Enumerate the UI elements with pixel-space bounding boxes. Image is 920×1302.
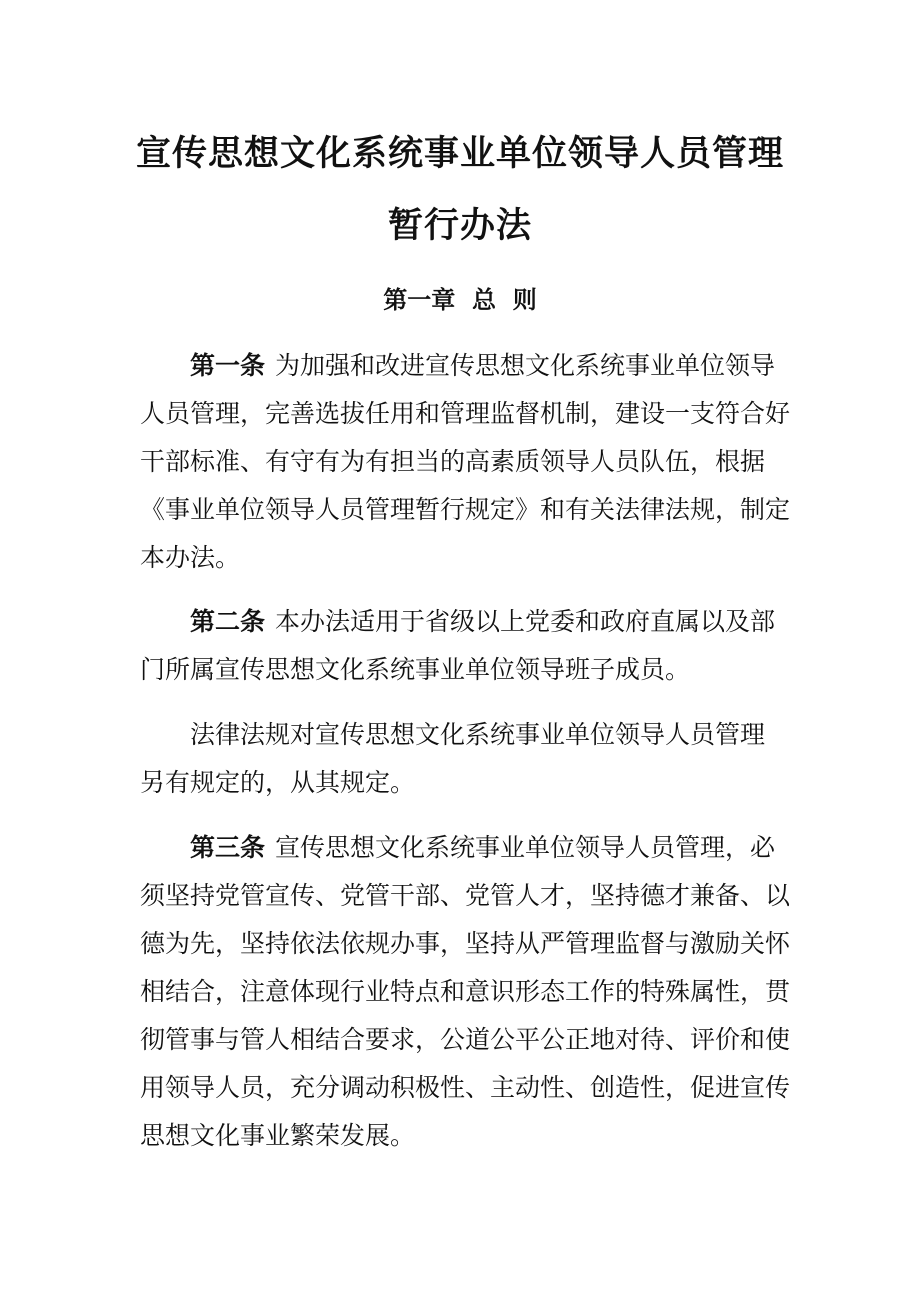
article-3 <box>140 824 790 1160</box>
article-3-line-2: 须坚持党管宣传、党管干部、党管人才，坚持德才兼备、以 <box>140 881 791 910</box>
article-1-line-4: 《事业单位领导人员管理暂行规定》和有关法律法规，制定 <box>140 495 791 524</box>
article-3-line-4: 相结合，注意体现行业特点和意识形态工作的特殊属性，贯 <box>140 977 791 1006</box>
article-2-line-1 <box>140 598 790 646</box>
article-3-line-6: 用领导人员，充分调动积极性、主动性、创造性，促进宣传 <box>140 1073 791 1102</box>
article-3-label: 第三条 <box>190 833 266 862</box>
article-3-text-1: 宣传思想文化系统事业单位领导人员管理，必 <box>275 833 776 862</box>
article-2 <box>140 598 790 694</box>
article-1-line-2: 人员管理，完善选拔任用和管理监督机制，建设一支符合好 <box>140 399 791 428</box>
article-1 <box>140 342 790 582</box>
article-2-text-1: 本办法适用于省级以上党委和政府直属以及部 <box>275 607 776 636</box>
chapter-heading: 第一章 总 则 <box>383 286 537 314</box>
article-2-line-2: 门所属宣传思想文化系统事业单位领导班子成员。 <box>140 655 691 684</box>
article-2-para-2-line-2: 另有规定的，从其规定。 <box>140 768 416 797</box>
article-3-line-3: 德为先，坚持依法依规办事，坚持从严管理监督与激励关怀 <box>140 929 791 958</box>
article-3-line-5: 彻管事与管人相结合要求，公道公平公正地对待、评价和使 <box>140 1025 791 1054</box>
article-1-label: 第一条 <box>190 351 266 380</box>
article-1-line-1 <box>140 342 790 390</box>
article-2-label: 第二条 <box>190 607 266 636</box>
article-3-line-7: 思想文化事业繁荣发展。 <box>140 1121 416 1150</box>
article-1-line-3: 干部标准、有守有为有担当的高素质领导人员队伍，根据 <box>140 447 766 476</box>
article-1-line-5: 本办法。 <box>140 543 241 572</box>
article-1-text-1: 为加强和改进宣传思想文化系统事业单位领导 <box>275 351 776 380</box>
article-3-line-1 <box>140 824 790 872</box>
document-title-line-2: 暂行办法 <box>387 206 532 246</box>
article-2-para-2-line-1: 法律法规对宣传思想文化系统事业单位领导人员管理 <box>190 720 766 749</box>
document-title-line-1: 宣传思想文化系统事业单位领导人员管理 <box>135 134 784 174</box>
article-2-paragraph-2 <box>140 711 790 807</box>
